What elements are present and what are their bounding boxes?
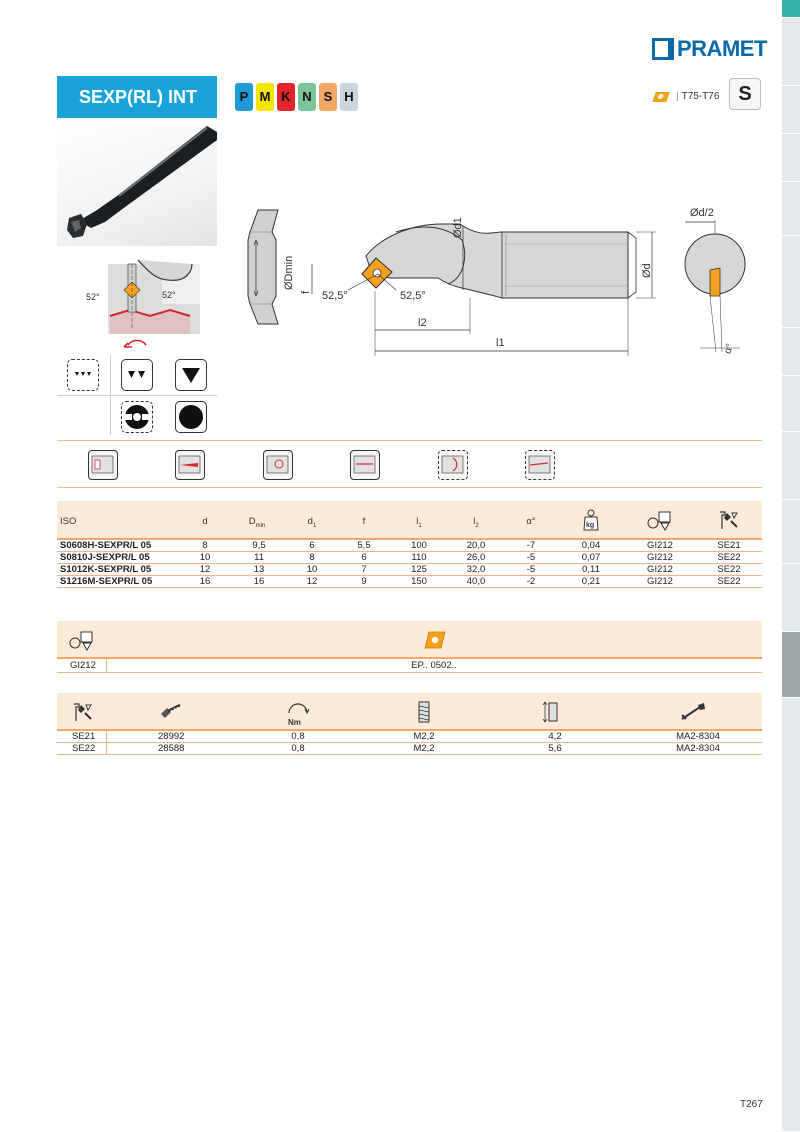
cell-l2: 20,0 bbox=[466, 540, 486, 551]
label-dmin: ØDmin bbox=[283, 255, 295, 290]
cell-d: 16 bbox=[199, 576, 211, 587]
cell-dmin: 11 bbox=[254, 552, 264, 563]
page-number: T267 bbox=[740, 1099, 763, 1110]
boring-bar-photo-icon bbox=[57, 126, 217, 246]
cell-insert: GI212 bbox=[647, 552, 673, 563]
spare-parts-table-header bbox=[57, 693, 762, 731]
insert-range: T75-T76 bbox=[681, 91, 720, 102]
label-f: f bbox=[300, 290, 312, 294]
label-d: Ød bbox=[641, 263, 653, 278]
rotation-direction-icon bbox=[122, 337, 152, 351]
small-insert-icon bbox=[67, 359, 99, 391]
cell-f: 9 bbox=[361, 576, 367, 587]
label-angle-left: 52,5° bbox=[322, 290, 348, 302]
cell-d1: 6 bbox=[309, 540, 315, 551]
cell-d: 8 bbox=[202, 540, 208, 551]
svg-text:kg: kg bbox=[586, 522, 595, 529]
insert-table-header bbox=[57, 621, 762, 659]
table-row bbox=[57, 552, 762, 564]
cell-dmin: 13 bbox=[253, 564, 265, 575]
chamfer-bore-icon bbox=[525, 450, 555, 480]
cell-kg: 0,21 bbox=[581, 576, 601, 587]
cell-kg: 0,11 bbox=[582, 564, 600, 575]
material-chip-s: S bbox=[319, 83, 337, 111]
cell-l1: 150 bbox=[411, 576, 427, 587]
insert-holder-icon bbox=[647, 509, 673, 531]
insert-shape-icon bbox=[423, 630, 447, 650]
table-row bbox=[57, 564, 762, 576]
table-row bbox=[57, 743, 762, 755]
side-tab[interactable] bbox=[782, 698, 800, 1132]
side-tab[interactable] bbox=[782, 0, 800, 18]
table-row bbox=[57, 659, 762, 673]
side-tab[interactable] bbox=[782, 328, 800, 376]
cell-thread: M2,2 bbox=[413, 731, 435, 742]
material-chip-h: H bbox=[340, 83, 358, 111]
cell-l2: 40,0 bbox=[466, 576, 486, 587]
cell-insert: GI212 bbox=[647, 576, 673, 587]
cell-iso: S1216M-SEXPR/L 05 bbox=[60, 576, 153, 587]
cell-kg: 0,07 bbox=[581, 552, 601, 563]
header-d: d bbox=[202, 516, 208, 527]
thread-icon bbox=[416, 700, 432, 724]
full-coolant-icon bbox=[175, 401, 207, 433]
cell-dmin: 16 bbox=[253, 576, 265, 587]
product-table bbox=[57, 501, 762, 588]
side-tab-active[interactable] bbox=[782, 632, 800, 698]
cell-spare: SE22 bbox=[717, 576, 741, 587]
key-icon bbox=[678, 701, 708, 723]
spare-parts-icon bbox=[71, 701, 95, 723]
cell-iso: S1012K-SEXPR/L 05 bbox=[60, 564, 152, 575]
cell-l1: 110 bbox=[411, 552, 427, 563]
cell-thread: M2,2 bbox=[413, 743, 435, 754]
header-d1: $d_1$ bbox=[307, 516, 317, 529]
cell-alpha: -2 bbox=[526, 576, 536, 587]
spare-parts-table bbox=[57, 693, 762, 755]
weight-kg-icon bbox=[583, 509, 599, 531]
cell-key: MA2-8304 bbox=[676, 731, 720, 742]
material-groups bbox=[235, 83, 361, 111]
cell-f: 6 bbox=[361, 552, 367, 563]
cell-spare: SE21 bbox=[717, 540, 741, 551]
cell-spare: SE22 bbox=[717, 552, 741, 563]
side-tab[interactable] bbox=[782, 182, 800, 236]
medium-insert-icon bbox=[121, 359, 153, 391]
operations-row bbox=[57, 440, 762, 488]
cell-l1: 100 bbox=[411, 540, 427, 551]
cell-alpha: -5 bbox=[526, 552, 536, 563]
label-angle-right: 52,5° bbox=[400, 290, 426, 302]
side-tab[interactable] bbox=[782, 18, 800, 86]
cell-holder-code: GI212 bbox=[70, 660, 96, 671]
header-alpha: α° bbox=[526, 516, 536, 527]
label-l2: l2 bbox=[418, 317, 427, 329]
cell-d1: 10 bbox=[306, 564, 318, 575]
cell-spare-code: SE21 bbox=[72, 731, 96, 742]
table-row bbox=[57, 731, 762, 743]
insert-table bbox=[57, 621, 762, 673]
face-bore-icon bbox=[263, 450, 293, 480]
cell-key: MA2-8304 bbox=[676, 743, 720, 754]
header-l2: $l_2$ bbox=[473, 516, 479, 529]
cell-d1: 12 bbox=[306, 576, 318, 587]
cell-spare-code: SE22 bbox=[72, 743, 96, 754]
insert-shape-icon bbox=[652, 92, 670, 102]
header-f: f bbox=[362, 516, 366, 527]
partial-coolant-icon bbox=[121, 401, 153, 433]
logo-icon bbox=[652, 38, 674, 60]
large-insert-icon bbox=[175, 359, 207, 391]
cell-kg: 0,04 bbox=[581, 540, 601, 551]
small-angle-left: 52° bbox=[86, 292, 100, 302]
groove-bore-icon bbox=[438, 450, 468, 480]
cell-screw: 28992 bbox=[158, 731, 185, 742]
insert-reference bbox=[654, 91, 719, 102]
screw-icon bbox=[158, 702, 184, 722]
side-tab[interactable] bbox=[782, 236, 800, 328]
cell-l2: 32,0 bbox=[466, 564, 486, 575]
header-dmin: $D_{min}$ bbox=[248, 516, 266, 529]
side-tab[interactable] bbox=[782, 500, 800, 564]
cell-length: 4,2 bbox=[548, 731, 562, 742]
side-tab-strip bbox=[782, 0, 800, 1132]
cell-l2: 26,0 bbox=[466, 552, 486, 563]
side-tab[interactable] bbox=[782, 134, 800, 182]
cell-insert: GI212 bbox=[647, 540, 673, 551]
side-tab[interactable] bbox=[782, 376, 800, 432]
cell-f: 5,5 bbox=[357, 540, 371, 551]
cell-d1: 8 bbox=[309, 552, 315, 563]
cell-torque: 0,8 bbox=[291, 731, 305, 742]
table-row bbox=[57, 576, 762, 588]
material-chip-p: P bbox=[235, 83, 253, 111]
profile-bore-icon bbox=[350, 450, 380, 480]
symbol-grid bbox=[57, 355, 217, 435]
cut-section-diagram bbox=[80, 258, 220, 348]
header-l1: $l_1$ bbox=[416, 516, 422, 529]
material-chip-m: M bbox=[256, 83, 274, 111]
cell-dmin: 9,5 bbox=[252, 540, 266, 551]
bore-turning-icon bbox=[88, 450, 118, 480]
label-d-half: Ød/2 bbox=[690, 207, 714, 219]
label-d1: Ød1 bbox=[452, 217, 464, 238]
label-l1: l1 bbox=[496, 337, 505, 349]
screw-length-icon bbox=[542, 700, 562, 724]
cell-spare: SE22 bbox=[717, 564, 741, 575]
material-chip-n: N bbox=[298, 83, 316, 111]
cell-iso: S0810J-SEXPR/L 05 bbox=[60, 552, 150, 563]
side-tab[interactable] bbox=[782, 86, 800, 134]
product-photo bbox=[57, 126, 217, 246]
table-row bbox=[57, 540, 762, 552]
cell-alpha: -7 bbox=[526, 540, 536, 551]
cell-f: 7 bbox=[361, 564, 367, 575]
cell-insert: GI212 bbox=[647, 564, 673, 575]
svg-text:Nm: Nm bbox=[288, 718, 301, 727]
taper-bore-icon bbox=[175, 450, 205, 480]
material-chip-k: K bbox=[277, 83, 295, 111]
spare-parts-icon bbox=[717, 509, 741, 531]
product-table-header bbox=[57, 501, 762, 540]
cell-d: 12 bbox=[199, 564, 211, 575]
cell-iso: S0608H-SEXPR/L 05 bbox=[60, 540, 152, 551]
torque-icon bbox=[283, 699, 313, 727]
cell-l1: 125 bbox=[411, 564, 427, 575]
cell-length: 5,6 bbox=[548, 743, 562, 754]
brand-logo bbox=[652, 36, 767, 62]
technical-drawing bbox=[230, 198, 770, 363]
header-iso: ISO bbox=[60, 516, 77, 527]
insert-holder-icon bbox=[69, 629, 95, 651]
side-tab[interactable] bbox=[782, 432, 800, 500]
product-title: SEXP(RL) INT bbox=[57, 76, 217, 118]
side-tab[interactable] bbox=[782, 564, 800, 632]
cell-torque: 0,8 bbox=[291, 743, 305, 754]
cell-insert-code: EP.. 0502.. bbox=[411, 660, 457, 671]
small-angle-right: 52° bbox=[162, 290, 176, 300]
section-badge: S bbox=[729, 78, 761, 110]
label-alpha: α° bbox=[722, 342, 736, 356]
separator: | bbox=[676, 91, 679, 102]
cell-alpha: -5 bbox=[526, 564, 536, 575]
cell-d: 10 bbox=[199, 552, 211, 563]
brand-name: PRAMET bbox=[677, 36, 767, 61]
cell-screw: 28588 bbox=[158, 743, 185, 754]
